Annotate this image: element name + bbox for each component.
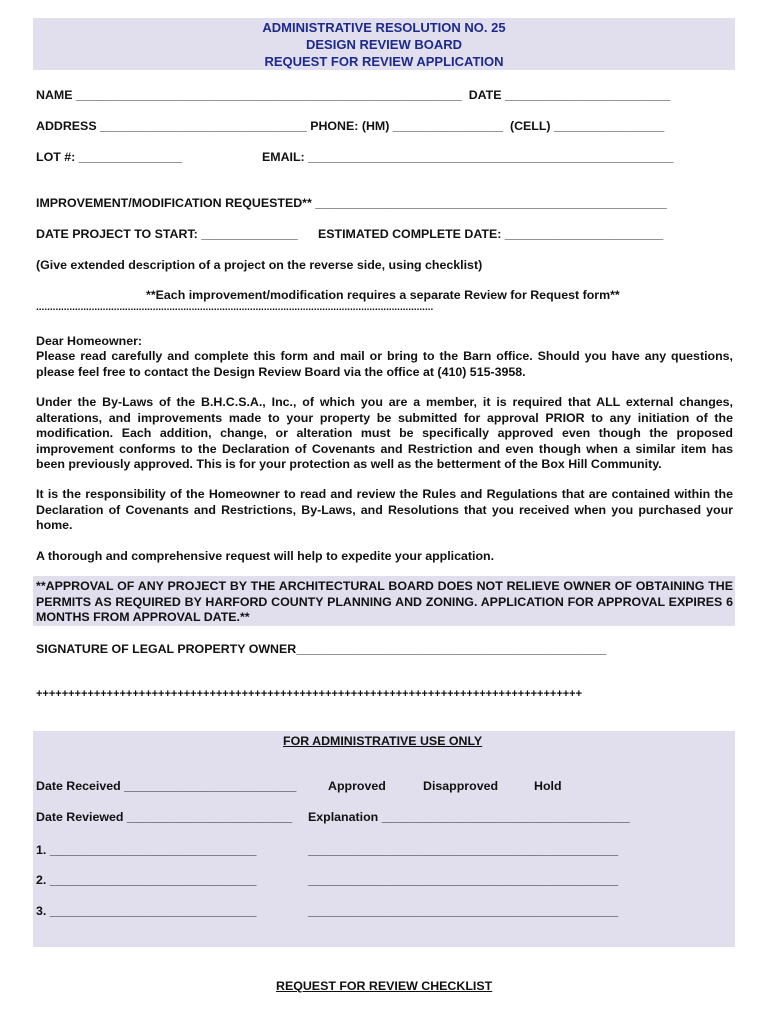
- email-field[interactable]: EMAIL: _____________________________________________________: [262, 150, 674, 164]
- estimated-complete-field[interactable]: ESTIMATED COMPLETE DATE: _______________________: [318, 227, 664, 241]
- admin-row-3-right[interactable]: _____________________________________________: [308, 904, 619, 918]
- admin-row-2-left[interactable]: 2. ______________________________: [36, 873, 257, 887]
- resolution-title: ADMINISTRATIVE RESOLUTION NO. 25: [262, 20, 506, 35]
- checklist-title: REQUEST FOR REVIEW CHECKLIST: [276, 979, 493, 993]
- date-reviewed-field[interactable]: Date Reviewed ________________________: [36, 810, 293, 824]
- admin-row-2-right[interactable]: _____________________________________________: [308, 873, 619, 887]
- approval-warning: **APPROVAL OF ANY PROJECT BY THE ARCHITECTURAL BOARD DOES NOT RELIEVE OWNER OF OBTAINING THE PERMITS AS REQUIRED BY HARFORD COUNTY PLANNING AND ZONING. APPLICATION FOR APPROVAL EXPIRES 6 MONTHS FROM APPROVAL DATE.**: [36, 579, 733, 624]
- admin-row-3-left[interactable]: 3. ______________________________: [36, 904, 257, 918]
- hold-option[interactable]: Hold: [534, 779, 562, 793]
- header-band: [33, 18, 735, 70]
- date-received-field[interactable]: Date Received _________________________: [36, 779, 297, 793]
- salutation: Dear Homeowner:: [36, 334, 143, 348]
- signature-field[interactable]: SIGNATURE OF LEGAL PROPERTY OWNER_____________________________________________: [36, 642, 607, 656]
- separate-form-note: **Each improvement/modification requires a separate Review for Request form**: [146, 288, 620, 302]
- disapproved-option[interactable]: Disapproved: [423, 779, 499, 793]
- admin-row-1-left[interactable]: 1. ______________________________: [36, 843, 257, 857]
- paragraph-instructions: Please read carefully and complete this form and mail or bring to the Barn office. Should you have any questions, please feel free to contact the Design Review Board via the office at (410) 515-3958.: [36, 349, 733, 379]
- plus-divider: +++++++++++++++++++++++++++++++++++++++++++++++++++++++++++++++++++++++++++++++++++++: [36, 688, 583, 700]
- paragraph-responsibility: It is the responsibility of the Homeowner to read and review the Rules and Regulations that are contained within the Declaration of Covenants and Restrictions, By-Laws, and Resolutions that you received when you purchased your home.: [36, 487, 733, 532]
- explanation-field[interactable]: Explanation ____________________________________: [308, 810, 630, 824]
- paragraph-bylaws: Under the By-Laws of the B.H.C.S.A., Inc., of which you are a member, it is required that ALL external changes, alterations, and improvements made to your property be submitted for approval PRIOR to any initiation of the modification. Each addition, change, or alteration must be specifically approved even though the proposed improvement conforms to the Declaration of Covenants and Restriction and even though when a similar item has been previously approved. This is for your protection as well as the betterment of the Box Hill Community.: [36, 395, 733, 471]
- name-date-field[interactable]: NAME ________________________________________________________ DATE ________________________: [36, 88, 671, 102]
- lot-field[interactable]: LOT #: _______________: [36, 150, 183, 164]
- admin-title: FOR ADMINISTRATIVE USE ONLY: [283, 734, 483, 748]
- dotted-divider: ...............................................................................................................................................: [36, 302, 434, 313]
- application-title: REQUEST FOR REVIEW APPLICATION: [264, 54, 504, 69]
- board-title: DESIGN REVIEW BOARD: [305, 37, 462, 52]
- address-phone-field[interactable]: ADDRESS ______________________________ PHONE: (HM) ________________ (CELL) ________________: [36, 119, 665, 133]
- admin-row-1-right[interactable]: _____________________________________________: [308, 843, 619, 857]
- approved-option[interactable]: Approved: [328, 779, 386, 793]
- improvement-field[interactable]: IMPROVEMENT/MODIFICATION REQUESTED** ___________________________________________________: [36, 196, 667, 210]
- paragraph-expedite: A thorough and comprehensive request will help to expedite your application.: [36, 549, 495, 563]
- date-start-field[interactable]: DATE PROJECT TO START: ______________: [36, 227, 298, 241]
- extended-description-note: (Give extended description of a project on the reverse side, using checklist): [36, 258, 483, 272]
